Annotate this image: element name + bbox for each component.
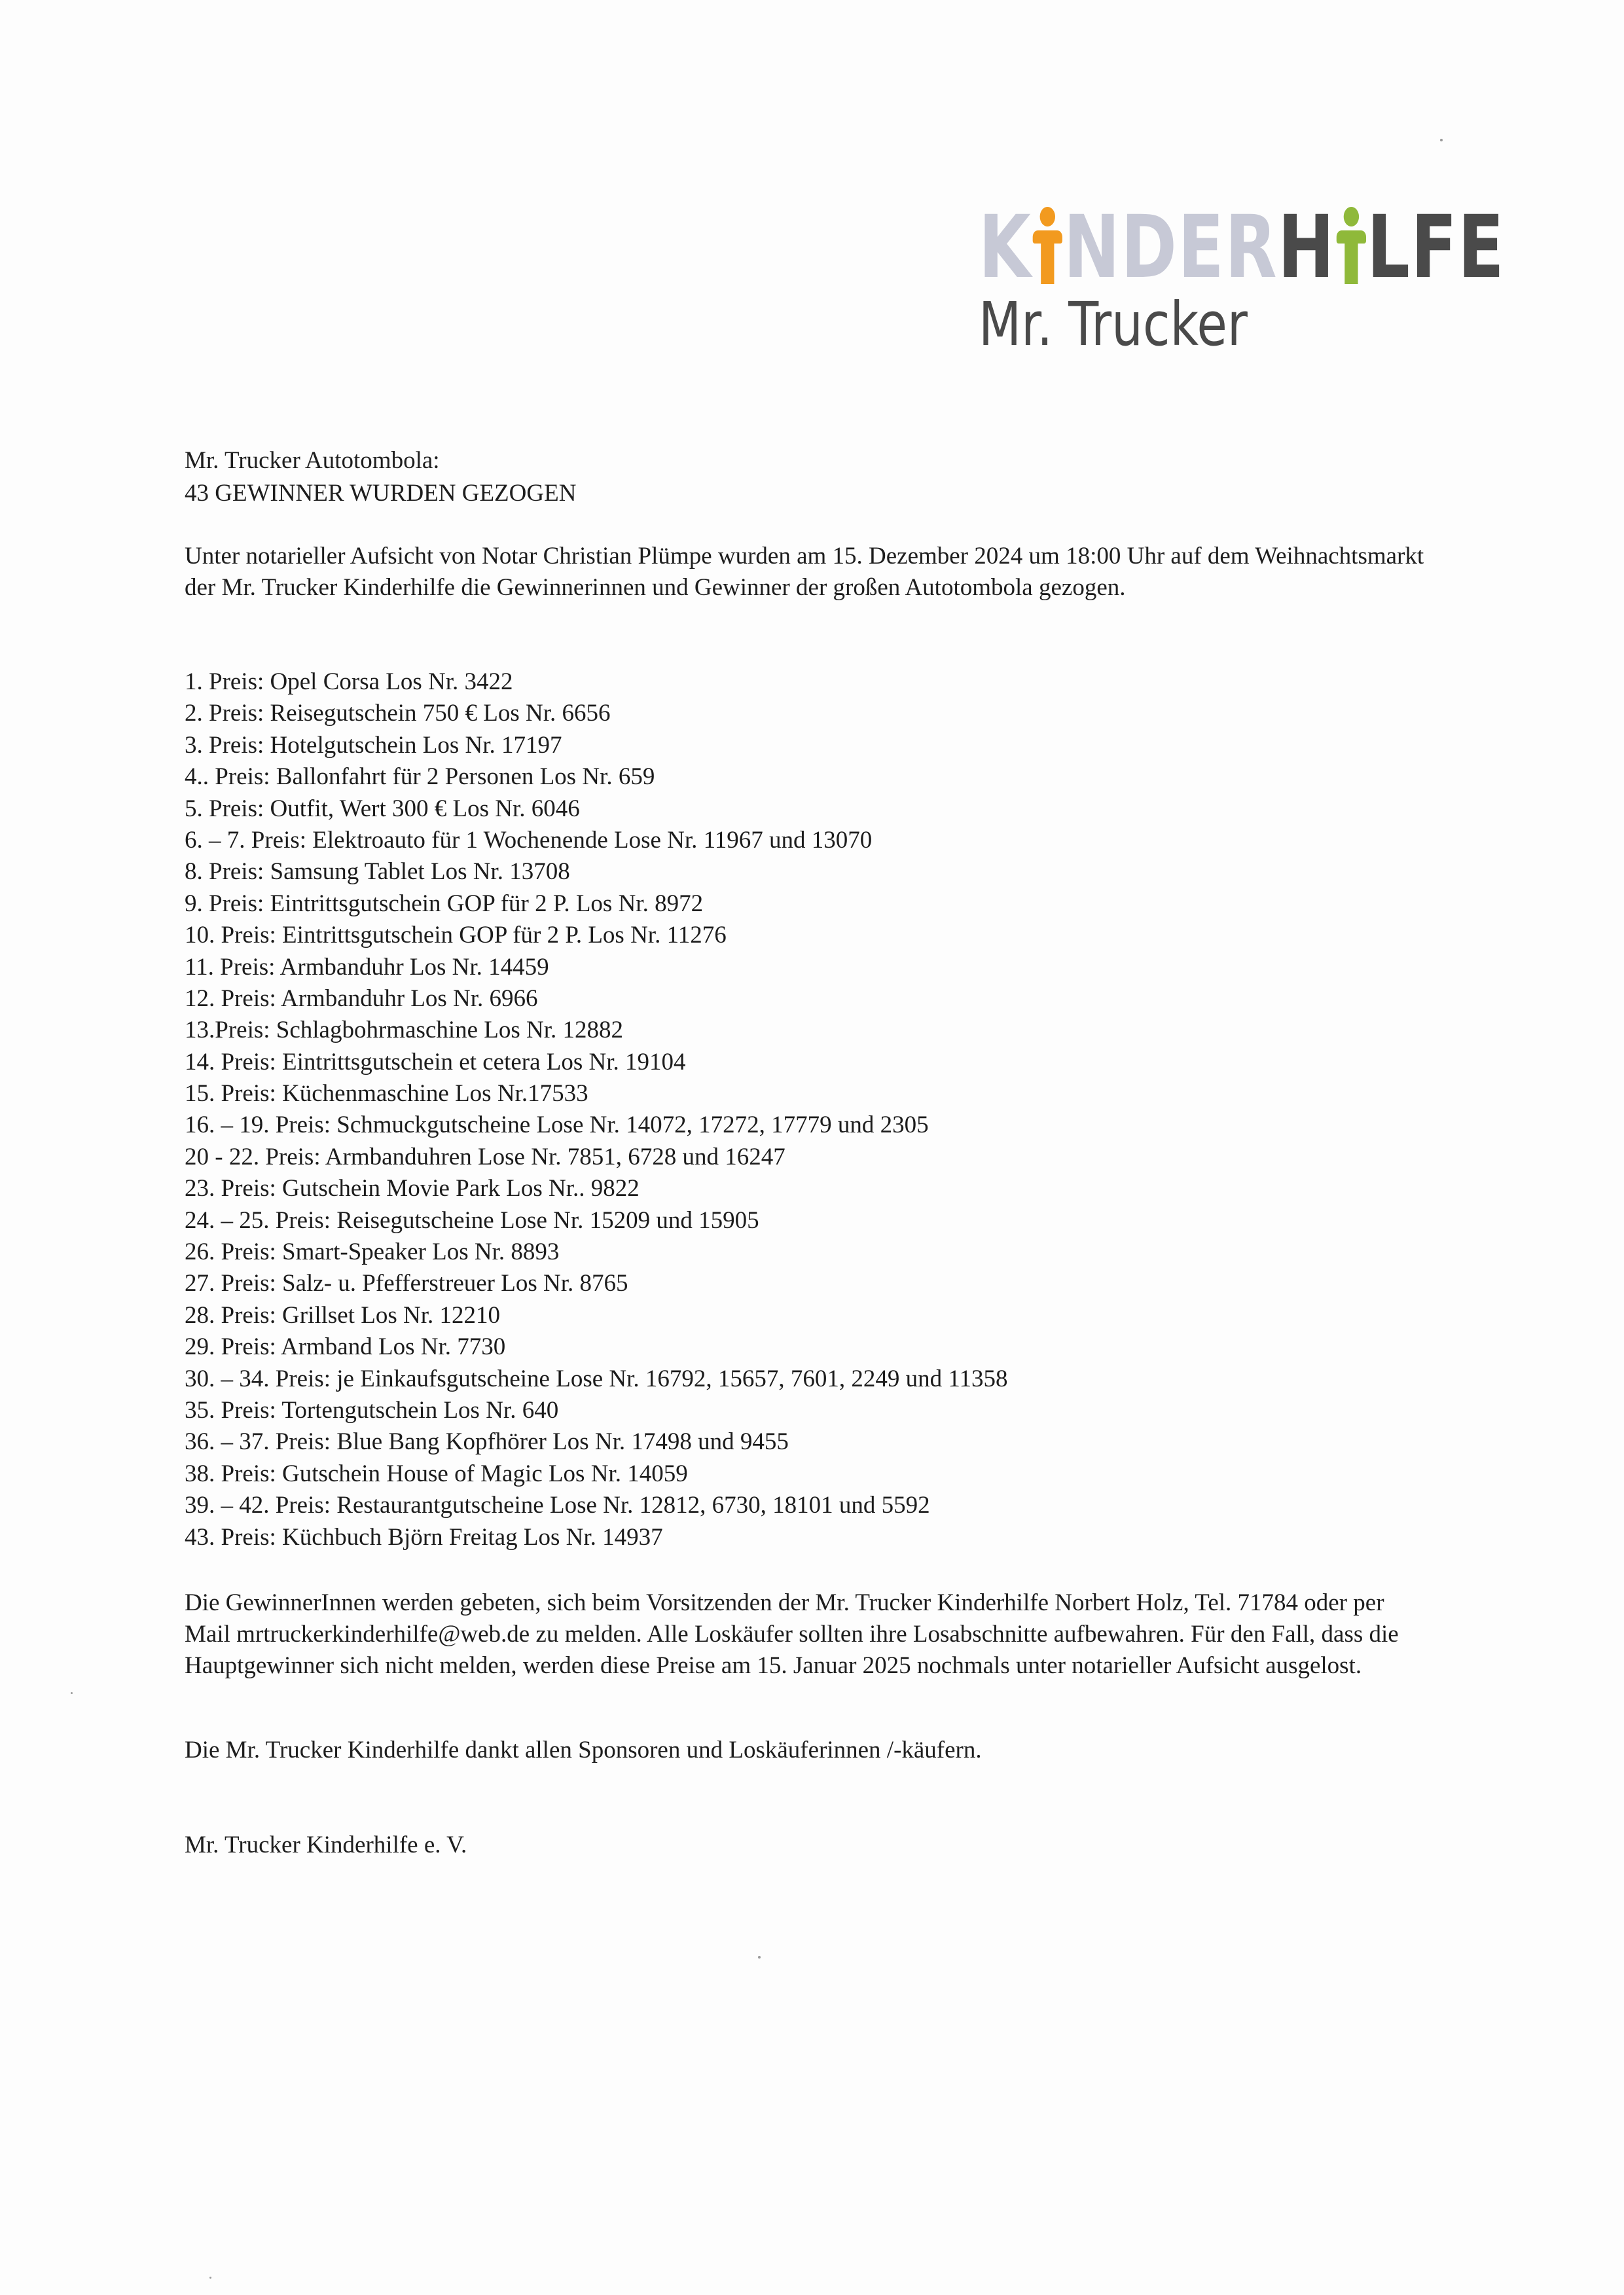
logo-letter-h: H — [1278, 197, 1335, 298]
prize-item: 20 - 22. Preis: Armbanduhren Lose Nr. 7851, 6728 und 16247 — [185, 1143, 785, 1170]
prize-item: 2. Preis: Reisegutschein 750 € Los Nr. 6656 — [185, 700, 611, 727]
prize-item: 24. – 25. Preis: Reisegutscheine Lose Nr. 15209 und 15905 — [185, 1206, 759, 1234]
prize-item: 13.Preis: Schlagbohrmaschine Los Nr. 12882 — [185, 1017, 624, 1044]
contact-paragraph: Die GewinnerInnen werden gebeten, sich beim Vorsitzenden der Mr. Trucker Kinderhilfe Norbert Holz, Tel. 71784 oder per Mail mrtruckerkinderhilfe@web.de zu melden. Alle Loskäufer sollten ihre Losabschnitte aufbewahren. Für den Fall, dass die Hauptgewinner sich nicht melden, werden diese Preise am 15. Januar 2025 nochmals unter notarieller Aufsicht ausgelost. — [185, 1589, 1399, 1679]
scan-speck — [71, 1692, 73, 1694]
prize-item: 28. Preis: Grillset Los Nr. 12210 — [185, 1301, 501, 1329]
prize-item: 3. Preis: Hotelgutschein Los Nr. 17197 — [185, 731, 562, 759]
prize-item: 23. Preis: Gutschein Movie Park Los Nr.. 9822 — [185, 1175, 640, 1202]
prize-item: 4.. Preis: Ballonfahrt für 2 Personen Los Nr. 659 — [185, 763, 655, 791]
prize-item: 38. Preis: Gutschein House of Magic Los Nr. 14059 — [185, 1460, 688, 1487]
prize-item: 30. – 34. Preis: je Einkaufsgutscheine Lose Nr. 16792, 15657, 7601, 2249 und 11358 — [185, 1365, 1008, 1392]
logo-subtitle: Mr. Trucker — [979, 289, 1248, 359]
prize-item: 29. Preis: Armband Los Nr. 7730 — [185, 1333, 506, 1361]
logo-wordmark — [979, 197, 1506, 298]
signature: Mr. Trucker Kinderhilfe e. V. — [185, 1832, 467, 1858]
scan-speck — [209, 2277, 211, 2279]
prize-item: 35. Preis: Tortengutschein Los Nr. 640 — [185, 1396, 559, 1424]
thanks-paragraph: Die Mr. Trucker Kinderhilfe dankt allen Sponsoren und Loskäuferinnen /-käufern. — [185, 1737, 982, 1763]
scan-speck — [1440, 139, 1443, 141]
prize-item: 27. Preis: Salz- u. Pfefferstreuer Los Nr. 8765 — [185, 1270, 628, 1297]
prize-item: 8. Preis: Samsung Tablet Los Nr. 13708 — [185, 858, 570, 886]
scan-speck — [758, 1956, 761, 1959]
prize-list — [185, 666, 1428, 1553]
prize-item: 5. Preis: Outfit, Wert 300 € Los Nr. 6046 — [185, 795, 580, 822]
logo-letters-lfe: LFE — [1367, 197, 1506, 298]
prize-item: 1. Preis: Opel Corsa Los Nr. 3422 — [185, 668, 513, 695]
prize-item: 12. Preis: Armbanduhr Los Nr. 6966 — [185, 985, 538, 1012]
heading-title: Mr. Trucker Autotombola: — [185, 447, 440, 474]
prize-item: 9. Preis: Eintrittsgutschein GOP für 2 P. Los Nr. 8972 — [185, 890, 704, 917]
prize-item: 15. Preis: Küchenmaschine Los Nr.17533 — [185, 1080, 588, 1108]
prize-item: 39. – 42. Preis: Restaurantgutscheine Lose Nr. 12812, 6730, 18101 und 5592 — [185, 1492, 930, 1519]
prize-item: 36. – 37. Preis: Blue Bang Kopfhörer Los Nr. 17498 und 9455 — [185, 1428, 789, 1456]
heading-winner-count: 43 GEWINNER WURDEN GEZOGEN — [185, 480, 577, 507]
logo-child-figure-orange-icon — [1032, 204, 1063, 291]
logo-letter-k: K — [979, 197, 1032, 298]
prize-item: 10. Preis: Eintrittsgutschein GOP für 2 P. Los Nr. 11276 — [185, 922, 727, 949]
prize-item: 16. – 19. Preis: Schmuckgutscheine Lose Nr. 14072, 17272, 17779 und 2305 — [185, 1111, 929, 1139]
prize-item: 43. Preis: Küchbuch Björn Freitag Los Nr. 14937 — [185, 1523, 663, 1551]
logo-letters-nder: NDER — [1063, 197, 1278, 298]
intro-text: Unter notarieller Aufsicht von Notar Christian Plümpe wurden am 15. Dezember 2024 um 18:00 Uhr auf dem Weihnachtsmarkt der Mr. Trucker Kinderhilfe die Gewinnerinnen und Gewinner der großen Autotombola gezogen. — [185, 543, 1424, 601]
intro-paragraph — [185, 541, 1428, 604]
kinderhilfe-logo — [979, 197, 1506, 359]
prize-item: 26. Preis: Smart-Speaker Los Nr. 8893 — [185, 1238, 560, 1266]
logo-child-figure-green-icon — [1335, 204, 1367, 291]
prize-item: 11. Preis: Armbanduhr Los Nr. 14459 — [185, 953, 549, 981]
prize-item: 6. – 7. Preis: Elektroauto für 1 Wochenende Lose Nr. 11967 und 13070 — [185, 826, 873, 854]
prize-item: 14. Preis: Eintrittsgutschein et cetera Los Nr. 19104 — [185, 1048, 686, 1075]
